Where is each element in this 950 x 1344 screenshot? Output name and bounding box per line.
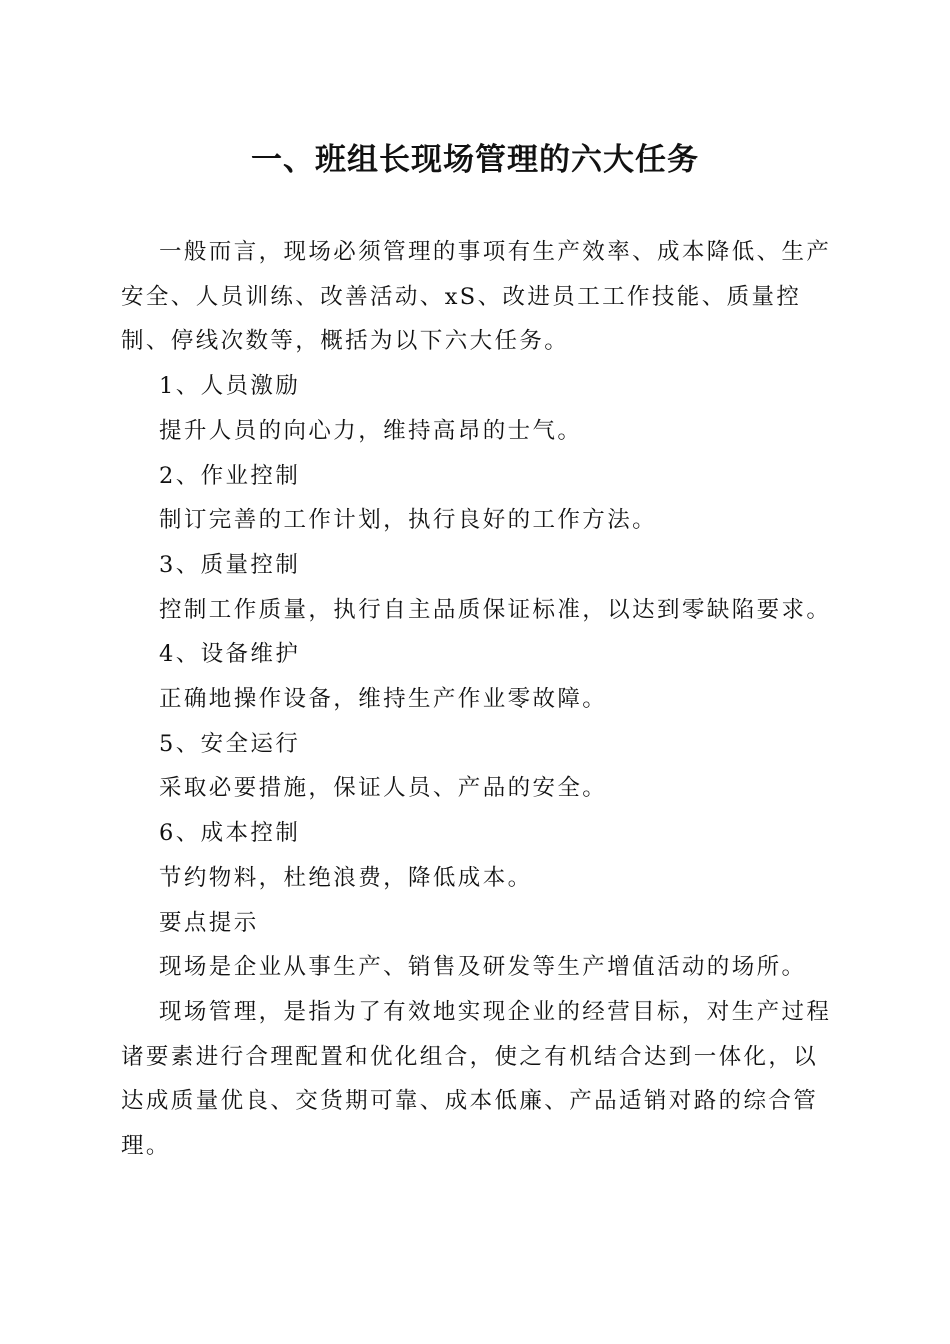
intro-paragraph: 一般而言，现场必须管理的事项有生产效率、成本降低、生产安全、人员训练、改善活动、xS、改进员工工作技能、质量控制、停线次数等，概括为以下六大任务。 <box>121 239 832 355</box>
tip-paragraph-2: 现场管理，是指为了有效地实现企业的经营目标，对生产过程诸要素进行合理配置和优化组合，使之有机结合达到一体化，以达成质量优良、交货期可靠、成本低廉、产品适销对路的综合管理。 <box>121 998 832 1160</box>
task-description-3: 控制工作质量，执行自主品质保证标准，以达到零缺陷要求。 <box>159 596 832 623</box>
task-heading-2: 2、作业控制 <box>159 462 301 489</box>
tips-heading: 要点提示 <box>159 909 259 936</box>
task-description-5: 采取必要措施，保证人员、产品的安全。 <box>159 775 608 802</box>
task-description-4: 正确地操作设备，维持生产作业零故障。 <box>159 686 608 713</box>
document-body <box>121 230 841 1169</box>
task-heading-3: 3、质量控制 <box>159 551 301 578</box>
task-heading-1: 1、人员激励 <box>159 373 301 400</box>
task-heading-6: 6、成本控制 <box>159 820 301 847</box>
task-heading-5: 5、安全运行 <box>159 730 301 757</box>
tip-paragraph-1: 现场是企业从事生产、销售及研发等生产增值活动的场所。 <box>159 954 807 981</box>
task-description-6: 节约物料，杜绝浪费，降低成本。 <box>159 864 533 891</box>
task-description-1: 提升人员的向心力，维持高昂的士气。 <box>159 417 583 444</box>
task-heading-4: 4、设备维护 <box>159 641 301 668</box>
document-title: 一、班组长现场管理的六大任务 <box>251 142 699 178</box>
task-description-2: 制订完善的工作计划，执行良好的工作方法。 <box>159 507 658 534</box>
